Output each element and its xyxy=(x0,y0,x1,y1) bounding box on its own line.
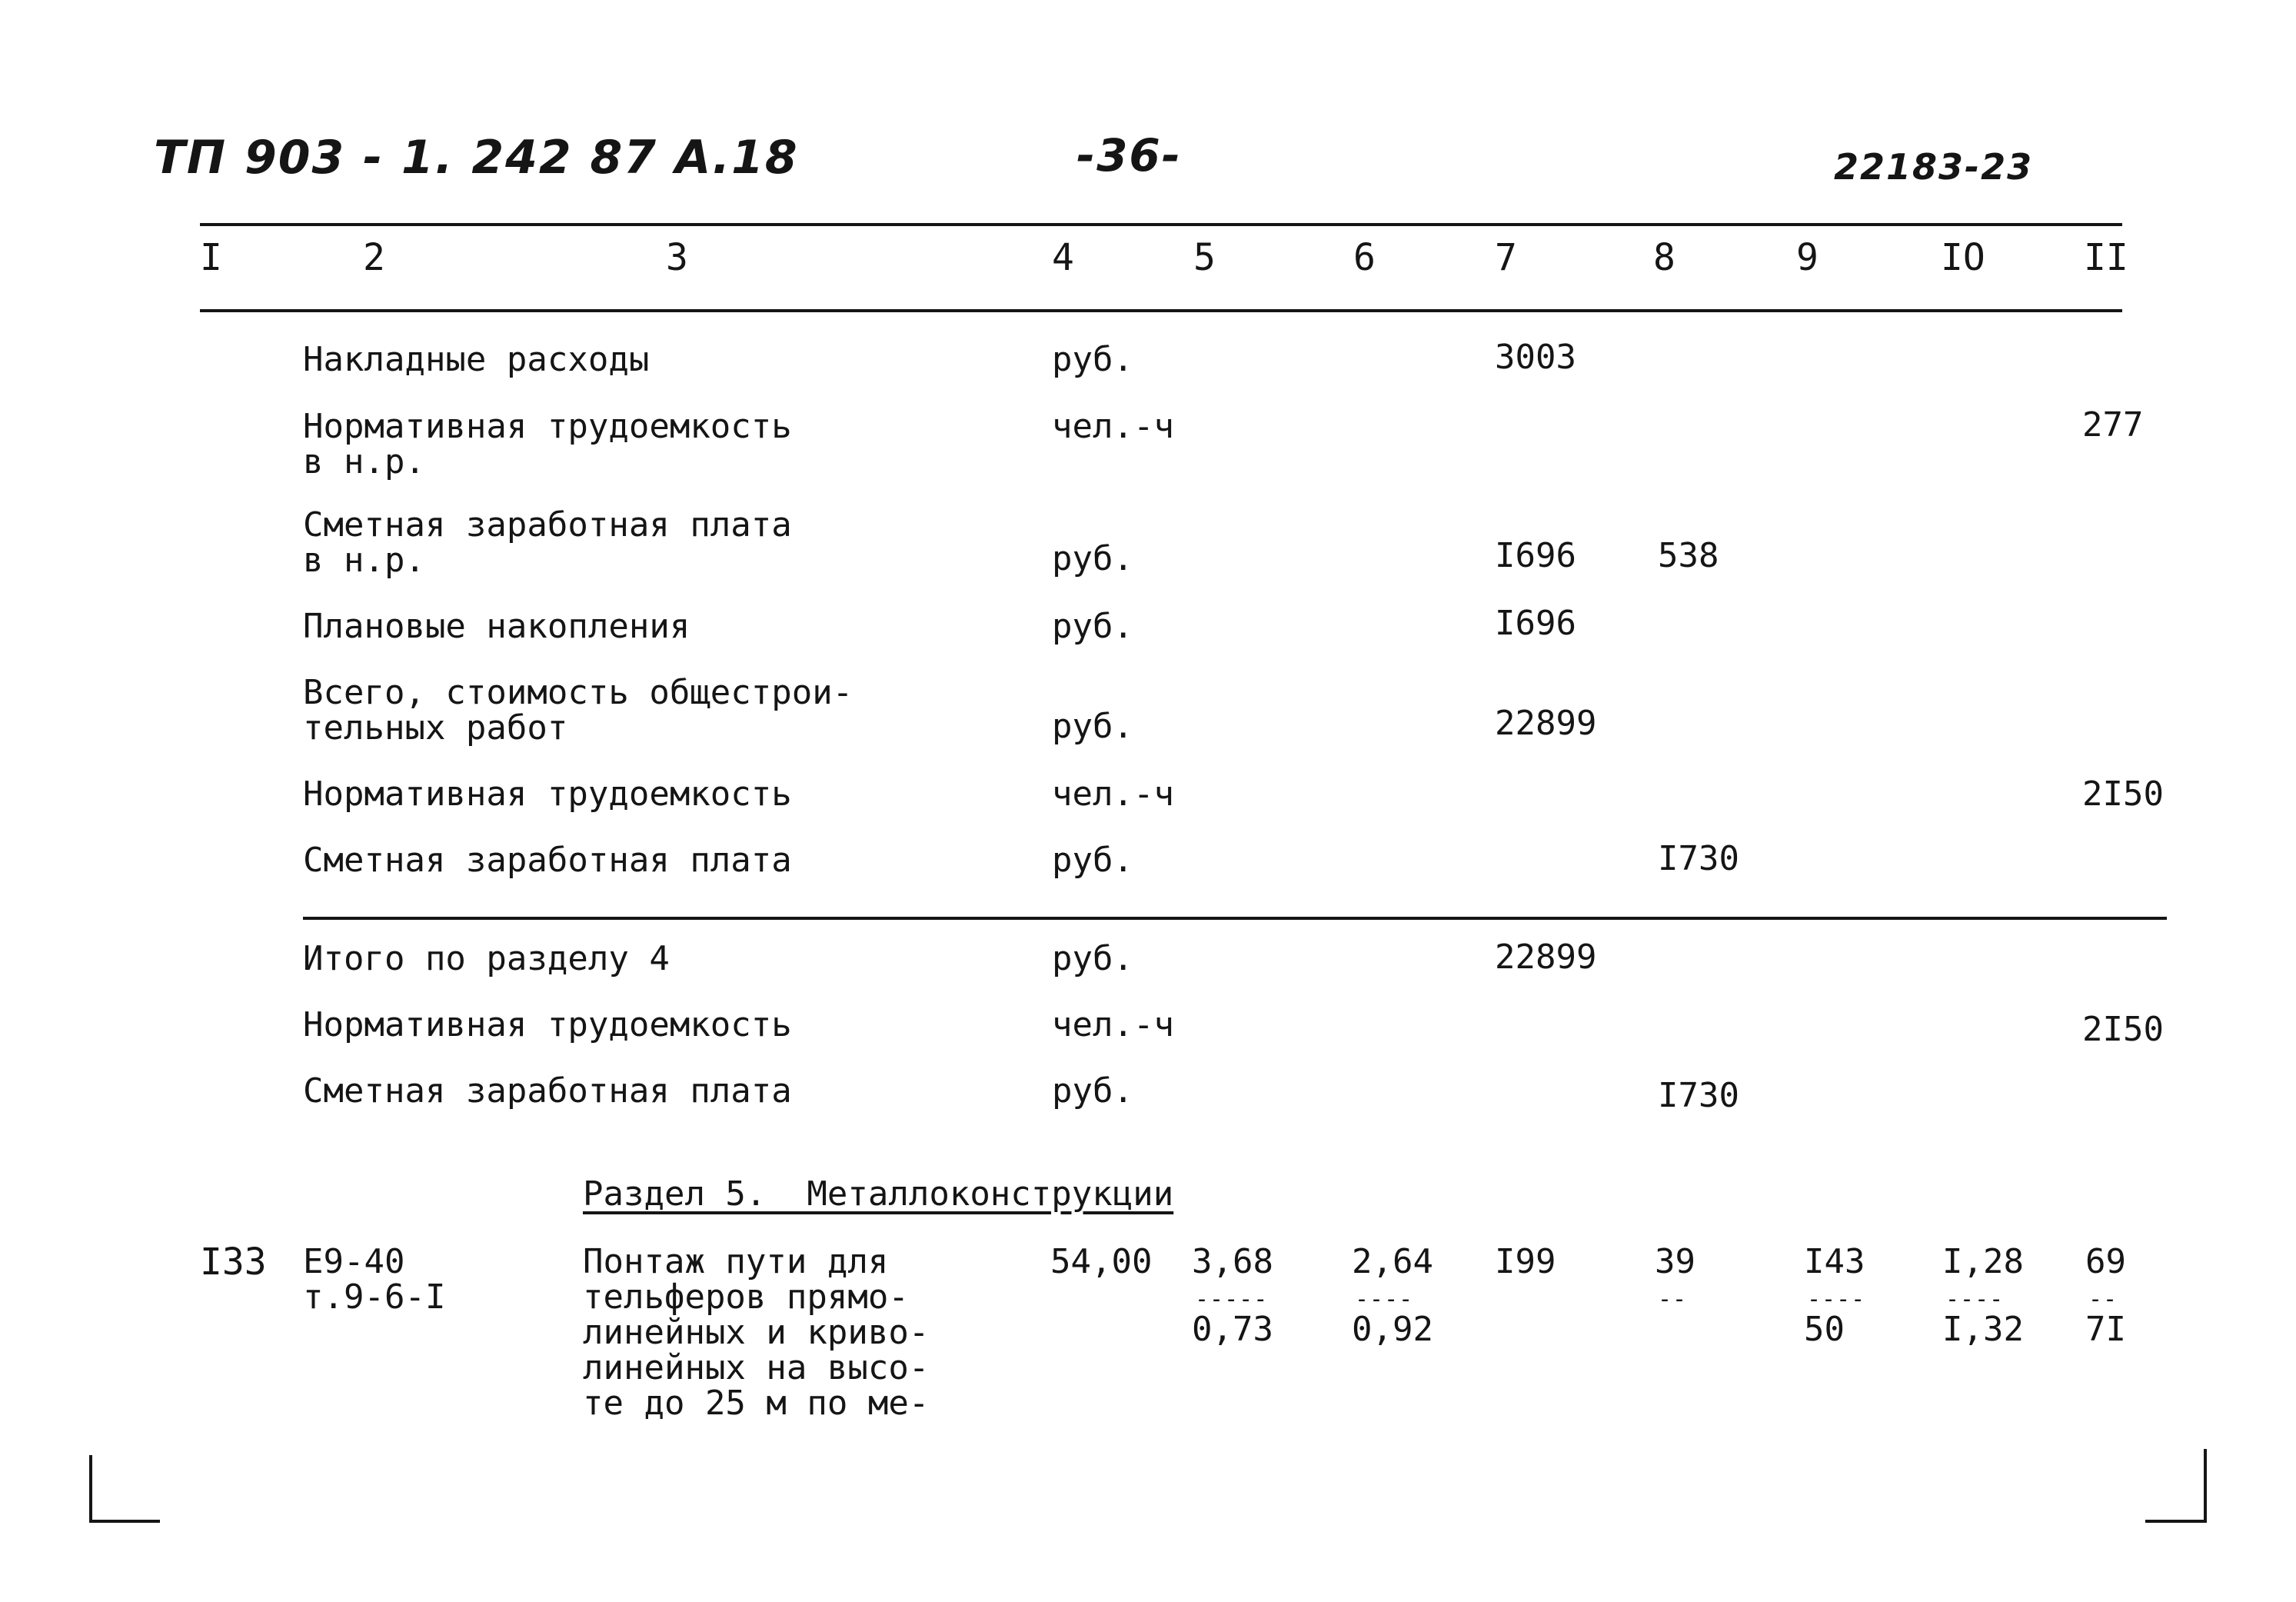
row-label: Нормативная трудоемкость в н.р. xyxy=(303,407,792,481)
page-number: -36- xyxy=(1076,129,1182,182)
row-col7: 3003 xyxy=(1495,338,1576,377)
header-top-rule xyxy=(200,223,2122,226)
item-col8-top: 39 xyxy=(1655,1242,1695,1281)
item-col6-top: 2,64 xyxy=(1352,1242,1433,1281)
totals-label: Сметная заработная плата xyxy=(303,1071,792,1111)
row-label: Сметная заработная плата в н.р. xyxy=(303,505,792,580)
fraction-bar: -- xyxy=(2088,1286,2118,1313)
totals-rule xyxy=(303,917,2167,920)
fraction-bar: ----- xyxy=(1195,1286,1269,1313)
item-col9-bottom: 50 xyxy=(1804,1310,1845,1349)
inventory-number: 22183-23 xyxy=(1834,146,2034,188)
totals-unit: чел.-ч xyxy=(1052,1005,1174,1044)
column-header: 3 xyxy=(666,236,688,279)
totals-col7: 22899 xyxy=(1495,938,1597,977)
item-col6-bottom: 0,92 xyxy=(1352,1310,1433,1349)
row-unit: руб. xyxy=(1052,539,1133,578)
row-label: Сметная заработная плата xyxy=(303,841,792,880)
row-unit: руб. xyxy=(1052,841,1133,880)
row-label: Всего, стоимость общестрои- тельных работ xyxy=(303,673,854,748)
row-col7: I696 xyxy=(1495,604,1576,643)
header-bottom-rule xyxy=(200,309,2122,312)
totals-col11: 2I50 xyxy=(2082,1010,2164,1049)
totals-unit: руб. xyxy=(1052,939,1133,978)
item-col10-bottom: I,32 xyxy=(1942,1310,2024,1349)
corner-mark-left xyxy=(89,1455,92,1523)
row-unit: руб. xyxy=(1052,707,1133,746)
column-header: IO xyxy=(1941,236,1985,279)
column-header: II xyxy=(2084,236,2128,279)
totals-col8: I730 xyxy=(1658,1076,1739,1115)
corner-mark-left xyxy=(89,1520,160,1523)
column-header: 5 xyxy=(1193,236,1216,279)
corner-mark-right xyxy=(2145,1520,2207,1523)
item-number: I33 xyxy=(200,1241,267,1284)
row-col11: 2I50 xyxy=(2082,774,2164,814)
item-col4: 54,00 xyxy=(1050,1242,1153,1281)
totals-unit: руб. xyxy=(1052,1071,1133,1111)
fraction-bar: ---- xyxy=(1945,1286,2005,1313)
item-col10-top: I,28 xyxy=(1942,1242,2024,1281)
row-col8: I730 xyxy=(1658,839,1739,878)
fraction-bar: ---- xyxy=(1807,1286,1866,1313)
column-header: 2 xyxy=(363,236,385,279)
column-header: 9 xyxy=(1796,236,1818,279)
item-col11-bottom: 7I xyxy=(2085,1310,2126,1349)
row-unit: руб. xyxy=(1052,607,1133,646)
row-label: Накладные расходы xyxy=(303,340,650,379)
row-unit: руб. xyxy=(1052,340,1133,379)
column-header: 6 xyxy=(1353,236,1376,279)
totals-label: Нормативная трудоемкость xyxy=(303,1005,792,1044)
column-header: 8 xyxy=(1653,236,1675,279)
fraction-bar: ---- xyxy=(1355,1286,1414,1313)
row-col8: 538 xyxy=(1658,536,1719,575)
row-label: Нормативная трудоемкость xyxy=(303,774,792,814)
totals-label: Итого по разделу 4 xyxy=(303,939,670,978)
item-code-ref: т.9-6-I xyxy=(303,1277,446,1317)
item-col5-bottom: 0,73 xyxy=(1192,1310,1273,1349)
column-header: 4 xyxy=(1052,236,1074,279)
row-unit: чел.-ч xyxy=(1052,407,1174,446)
corner-mark-right xyxy=(2204,1449,2207,1523)
item-col5-top: 3,68 xyxy=(1192,1242,1273,1281)
column-header: I xyxy=(200,236,222,279)
item-col9-top: I43 xyxy=(1804,1242,1865,1281)
row-unit: чел.-ч xyxy=(1052,774,1174,814)
column-header: 7 xyxy=(1495,236,1517,279)
row-col7: I696 xyxy=(1495,536,1576,575)
item-code: Е9-40 xyxy=(303,1242,405,1281)
row-col7: 22899 xyxy=(1495,704,1597,743)
row-label: Плановые накопления xyxy=(303,607,690,646)
section-title: Раздел 5. Металлоконструкции xyxy=(583,1174,1174,1214)
document-code: ТП 903 - 1. 242 87 А.18 xyxy=(154,131,799,185)
row-col11: 277 xyxy=(2082,405,2144,445)
item-col11-top: 69 xyxy=(2085,1242,2126,1281)
fraction-bar: -- xyxy=(1658,1286,1688,1313)
item-col7: I99 xyxy=(1495,1242,1556,1281)
item-description: Понтаж пути для тельферов прямо- линейных и криво- линейных на высо- те до 25 м по ме- xyxy=(583,1242,930,1423)
